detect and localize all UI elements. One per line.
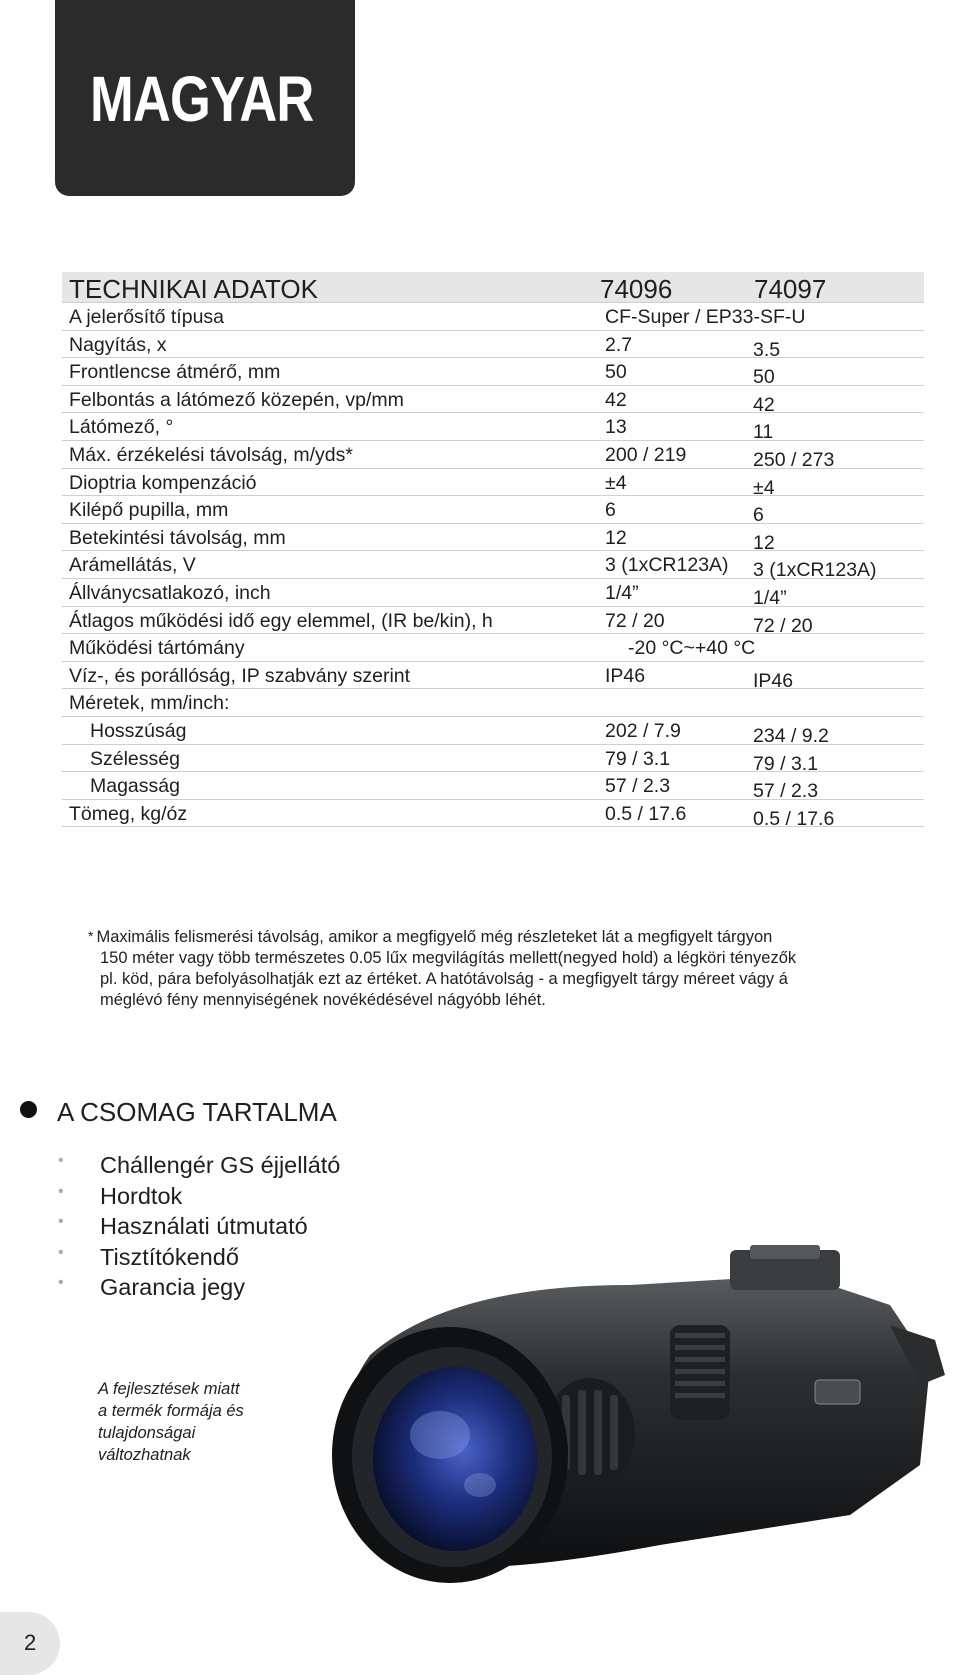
footnote-line-4: méglévó fény mennyiségének novékédésével nágyóbb léhét. (100, 991, 546, 1009)
spec-label: Szélesség (90, 747, 180, 770)
spec-label: Látómező, ° (69, 416, 174, 439)
spec-row (62, 717, 924, 745)
spec-row (62, 386, 924, 414)
spec-value-74096: 0.5 / 17.6 (605, 802, 687, 825)
list-item (56, 1213, 340, 1244)
night-vision-monocular-image (330, 1245, 950, 1590)
list-item (56, 1152, 340, 1183)
spec-value-74097: 57 / 2.3 (753, 780, 819, 803)
spec-row (62, 772, 924, 803)
package-list (56, 1152, 340, 1305)
spec-row (62, 800, 924, 828)
spec-row (62, 551, 924, 582)
spec-value-74097: 79 / 3.1 (753, 752, 819, 775)
spec-value-74097: ±4 (753, 476, 775, 499)
footnote-star: * (88, 928, 94, 944)
spec-label: Kilépő pupilla, mm (69, 499, 229, 522)
spec-label: Tömeg, kg/óz (69, 802, 188, 825)
spec-label: Méretek, mm/inch: (69, 692, 230, 715)
spec-value-74096: 12 (605, 526, 627, 549)
spec-label: Nagyítás, x (69, 333, 167, 356)
spec-value-74097: 3.5 (753, 338, 781, 361)
bullet-icon: • (58, 1213, 64, 1230)
spec-label: Állványcsatlakozó, inch (69, 581, 271, 604)
spec-value-74096: 1/4” (605, 581, 639, 604)
spec-value-74097: 3 (1xCR123A) (753, 559, 877, 582)
spec-label: Máx. érzékelési távolság, m/yds* (69, 443, 353, 466)
spec-label: Hosszúság (90, 719, 187, 742)
bullet-icon: • (58, 1274, 64, 1291)
spec-value-74097: 11 (753, 421, 774, 444)
package-item-label: Hordtok (100, 1182, 183, 1209)
package-item-label: Tisztítókendő (100, 1243, 239, 1270)
spec-value-74096: 6 (605, 499, 616, 522)
model-74096-header: 74096 (600, 274, 673, 304)
spec-row (62, 524, 924, 552)
spec-value-74096: 2.7 (605, 333, 633, 356)
language-tab (55, 0, 355, 196)
heading-bullet-icon (20, 1101, 37, 1118)
package-item-label: Használati útmutató (100, 1213, 308, 1239)
bullet-icon: • (58, 1152, 64, 1169)
spec-value-74096: 42 (605, 388, 627, 411)
list-item (56, 1274, 340, 1305)
spec-row (62, 303, 924, 331)
page-number: 2 (24, 1630, 37, 1655)
footnote-line-3: pl. köd, pára befolyásolhatják ezt az értéket. A hatótávolság - a megfigyelt tárgy méreet vágy á (100, 970, 788, 988)
spec-row (62, 413, 924, 444)
note-line-4: változhatnak (98, 1446, 191, 1464)
spec-label: Átlagos működési idő egy elemmel, (IR be/kin), h (69, 609, 493, 632)
spec-value-74096: 79 / 3.1 (605, 747, 671, 770)
spec-value-74096: 202 / 7.9 (605, 719, 681, 742)
spec-value-74096: ±4 (605, 471, 627, 494)
package-item-label: Chállengér GS éjjellátó (100, 1152, 341, 1178)
spec-row (62, 331, 924, 359)
spec-value-74097: 12 (753, 531, 775, 554)
bullet-icon: • (58, 1243, 64, 1261)
spec-row (62, 441, 924, 469)
note-line-1: A fejlesztések miatt (98, 1380, 240, 1398)
spec-row (62, 607, 924, 635)
specs-header (62, 272, 924, 303)
spec-value-74096: IP46 (605, 664, 646, 687)
footnote-line-1: Maximális felismerési távolság, amikor a megfigyelő még részleteket lát a megfigyelt tárgyon (96, 928, 773, 946)
spec-value-74097: 6 (753, 504, 764, 527)
note-line-2: a termék formája és (98, 1402, 244, 1420)
spec-row (62, 358, 924, 389)
spec-label: Frontlencse átmérő, mm (69, 361, 281, 384)
spec-value-74097: 250 / 273 (753, 448, 835, 471)
specs-title: TECHNIKAI ADATOK (69, 274, 318, 304)
package-item-label: Garancia jegy (100, 1274, 245, 1300)
spec-label: Arámellátás, V (69, 554, 196, 577)
note-line-3: tulajdonságai (98, 1424, 196, 1442)
package-title: A CSOMAG TARTALMA (57, 1097, 337, 1127)
spec-value-74096: 50 (605, 361, 627, 384)
spec-value-74096: 13 (605, 416, 627, 439)
spec-value-74097: IP46 (753, 669, 794, 692)
list-item (56, 1244, 340, 1275)
page-number-tab (0, 1612, 60, 1675)
spec-value-74097: 0.5 / 17.6 (753, 807, 835, 830)
spec-label: A jelerősítő típusa (69, 306, 225, 328)
spec-value-74097: 42 (753, 393, 775, 416)
spec-label: Betekintési távolság, mm (69, 526, 286, 549)
specs-rows (62, 303, 924, 830)
spec-row (62, 689, 924, 717)
spec-value-74097: 234 / 9.2 (753, 724, 829, 747)
bullet-icon: • (58, 1182, 64, 1200)
footnote (88, 926, 928, 1011)
spec-value-74096: 72 / 20 (605, 609, 665, 632)
spec-value-74097: 1/4” (753, 586, 787, 609)
spec-value-74096: 3 (1xCR123A) (605, 554, 729, 577)
package-heading (20, 1097, 337, 1128)
spec-label: Víz-, és porállóság, IP szabvány szerint (69, 664, 411, 687)
disclaimer-note (98, 1378, 244, 1466)
model-74097-header: 74097 (754, 274, 827, 304)
spec-label: Dioptria kompenzáció (69, 471, 257, 494)
spec-value-74096: 200 / 219 (605, 443, 687, 466)
spec-row (62, 662, 924, 690)
language-label: MAGYAR (90, 63, 314, 135)
spec-row (62, 496, 924, 527)
spec-label: Felbontás a látómező közepén, vp/mm (69, 388, 404, 411)
spec-value-74097: 72 / 20 (753, 614, 813, 637)
list-item (56, 1183, 340, 1214)
spec-value-shared: -20 °C~+40 °C (628, 637, 756, 660)
spec-row (62, 634, 924, 662)
spec-label: Magasság (90, 775, 180, 798)
spec-row (62, 745, 924, 773)
spec-row (62, 579, 924, 607)
spec-row (62, 469, 924, 497)
spec-value-74096: 57 / 2.3 (605, 775, 671, 798)
footnote-line-2: 150 méter vagy több természetes 0.05 lűx megvilágítás mellett(negyed hold) a légköri tényezők (100, 949, 797, 967)
spec-value-shared: CF-Super / EP33-SF-U (605, 306, 806, 328)
spec-label: Működési tártómány (69, 637, 245, 660)
specs-table (62, 272, 924, 830)
spec-value-74097: 50 (753, 366, 775, 389)
